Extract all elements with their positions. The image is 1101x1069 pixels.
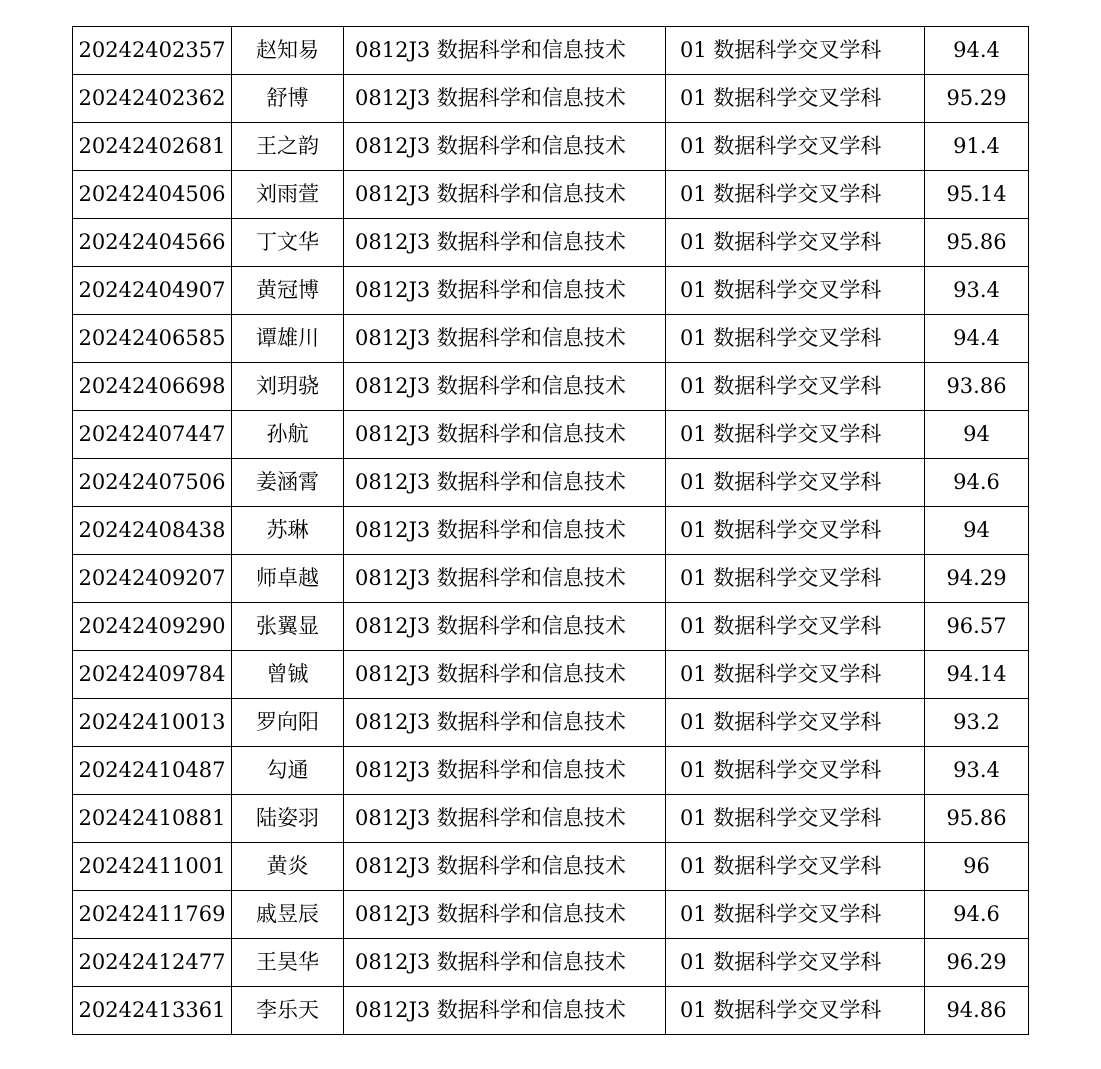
- table-row: [73, 987, 1029, 1035]
- cell-exam-id: 20242409784: [73, 651, 232, 699]
- table-row: [73, 267, 1029, 315]
- cell-exam-id: 20242406585: [73, 315, 232, 363]
- cell-score: 95.86: [925, 219, 1029, 267]
- cell-student-name: 丁文华: [232, 219, 344, 267]
- cell-research-direction: 01 数据科学交叉学科: [666, 555, 925, 603]
- cell-major: 0812J3 数据科学和信息技术: [344, 651, 666, 699]
- cell-score: 93.4: [925, 747, 1029, 795]
- cell-research-direction: 01 数据科学交叉学科: [666, 795, 925, 843]
- cell-major: 0812J3 数据科学和信息技术: [344, 747, 666, 795]
- cell-score: 93.86: [925, 363, 1029, 411]
- cell-exam-id: 20242411769: [73, 891, 232, 939]
- cell-major: 0812J3 数据科学和信息技术: [344, 939, 666, 987]
- cell-major: 0812J3 数据科学和信息技术: [344, 315, 666, 363]
- cell-research-direction: 01 数据科学交叉学科: [666, 267, 925, 315]
- cell-major: 0812J3 数据科学和信息技术: [344, 171, 666, 219]
- cell-score: 96.29: [925, 939, 1029, 987]
- cell-score: 94: [925, 411, 1029, 459]
- cell-student-name: 师卓越: [232, 555, 344, 603]
- cell-research-direction: 01 数据科学交叉学科: [666, 699, 925, 747]
- cell-major: 0812J3 数据科学和信息技术: [344, 75, 666, 123]
- cell-major: 0812J3 数据科学和信息技术: [344, 411, 666, 459]
- cell-exam-id: 20242412477: [73, 939, 232, 987]
- cell-score: 91.4: [925, 123, 1029, 171]
- table-row: [73, 459, 1029, 507]
- cell-score: 94.86: [925, 987, 1029, 1035]
- table-row: [73, 555, 1029, 603]
- cell-student-name: 黄炎: [232, 843, 344, 891]
- cell-research-direction: 01 数据科学交叉学科: [666, 315, 925, 363]
- cell-score: 96.57: [925, 603, 1029, 651]
- cell-exam-id: 20242406698: [73, 363, 232, 411]
- cell-research-direction: 01 数据科学交叉学科: [666, 411, 925, 459]
- cell-score: 94.14: [925, 651, 1029, 699]
- cell-research-direction: 01 数据科学交叉学科: [666, 459, 925, 507]
- cell-exam-id: 20242413361: [73, 987, 232, 1035]
- cell-research-direction: 01 数据科学交叉学科: [666, 363, 925, 411]
- table-row: [73, 651, 1029, 699]
- cell-exam-id: 20242404506: [73, 171, 232, 219]
- cell-score: 94: [925, 507, 1029, 555]
- cell-student-name: 李乐天: [232, 987, 344, 1035]
- cell-exam-id: 20242408438: [73, 507, 232, 555]
- cell-student-name: 刘玥骁: [232, 363, 344, 411]
- cell-exam-id: 20242409290: [73, 603, 232, 651]
- cell-major: 0812J3 数据科学和信息技术: [344, 267, 666, 315]
- table-row: [73, 171, 1029, 219]
- cell-student-name: 谭雄川: [232, 315, 344, 363]
- table-row: [73, 27, 1029, 75]
- table-row: [73, 603, 1029, 651]
- cell-student-name: 张翼显: [232, 603, 344, 651]
- table-row: [73, 219, 1029, 267]
- cell-score: 95.29: [925, 75, 1029, 123]
- admission-list-table-container: [72, 26, 1029, 1035]
- cell-student-name: 姜涵霄: [232, 459, 344, 507]
- cell-major: 0812J3 数据科学和信息技术: [344, 555, 666, 603]
- cell-score: 96: [925, 843, 1029, 891]
- cell-major: 0812J3 数据科学和信息技术: [344, 843, 666, 891]
- table-row: [73, 699, 1029, 747]
- cell-score: 93.4: [925, 267, 1029, 315]
- cell-major: 0812J3 数据科学和信息技术: [344, 891, 666, 939]
- cell-student-name: 刘雨萱: [232, 171, 344, 219]
- table-row: [73, 123, 1029, 171]
- cell-exam-id: 20242409207: [73, 555, 232, 603]
- cell-exam-id: 20242411001: [73, 843, 232, 891]
- cell-major: 0812J3 数据科学和信息技术: [344, 699, 666, 747]
- table-row: [73, 795, 1029, 843]
- cell-exam-id: 20242410881: [73, 795, 232, 843]
- cell-major: 0812J3 数据科学和信息技术: [344, 123, 666, 171]
- table-row: [73, 747, 1029, 795]
- cell-major: 0812J3 数据科学和信息技术: [344, 507, 666, 555]
- cell-research-direction: 01 数据科学交叉学科: [666, 891, 925, 939]
- cell-major: 0812J3 数据科学和信息技术: [344, 459, 666, 507]
- cell-exam-id: 20242410487: [73, 747, 232, 795]
- cell-score: 95.14: [925, 171, 1029, 219]
- cell-exam-id: 20242402681: [73, 123, 232, 171]
- cell-student-name: 王之韵: [232, 123, 344, 171]
- cell-student-name: 罗向阳: [232, 699, 344, 747]
- cell-major: 0812J3 数据科学和信息技术: [344, 603, 666, 651]
- cell-major: 0812J3 数据科学和信息技术: [344, 219, 666, 267]
- cell-score: 94.29: [925, 555, 1029, 603]
- cell-research-direction: 01 数据科学交叉学科: [666, 987, 925, 1035]
- table-row: [73, 411, 1029, 459]
- cell-exam-id: 20242404907: [73, 267, 232, 315]
- cell-research-direction: 01 数据科学交叉学科: [666, 939, 925, 987]
- cell-research-direction: 01 数据科学交叉学科: [666, 603, 925, 651]
- cell-exam-id: 20242404566: [73, 219, 232, 267]
- cell-major: 0812J3 数据科学和信息技术: [344, 363, 666, 411]
- table-row: [73, 891, 1029, 939]
- table-row: [73, 75, 1029, 123]
- cell-exam-id: 20242402362: [73, 75, 232, 123]
- cell-student-name: 王昊华: [232, 939, 344, 987]
- cell-student-name: 孙航: [232, 411, 344, 459]
- cell-research-direction: 01 数据科学交叉学科: [666, 507, 925, 555]
- cell-research-direction: 01 数据科学交叉学科: [666, 75, 925, 123]
- cell-student-name: 赵知易: [232, 27, 344, 75]
- cell-student-name: 曾铖: [232, 651, 344, 699]
- cell-student-name: 勾通: [232, 747, 344, 795]
- cell-student-name: 苏琳: [232, 507, 344, 555]
- cell-score: 94.4: [925, 27, 1029, 75]
- cell-student-name: 黄冠博: [232, 267, 344, 315]
- table-row: [73, 507, 1029, 555]
- cell-student-name: 戚昱辰: [232, 891, 344, 939]
- cell-exam-id: 20242407447: [73, 411, 232, 459]
- cell-score: 93.2: [925, 699, 1029, 747]
- cell-major: 0812J3 数据科学和信息技术: [344, 987, 666, 1035]
- cell-exam-id: 20242410013: [73, 699, 232, 747]
- cell-student-name: 舒博: [232, 75, 344, 123]
- cell-major: 0812J3 数据科学和信息技术: [344, 795, 666, 843]
- cell-exam-id: 20242407506: [73, 459, 232, 507]
- table-body: [73, 27, 1029, 1035]
- table-row: [73, 843, 1029, 891]
- cell-research-direction: 01 数据科学交叉学科: [666, 27, 925, 75]
- cell-student-name: 陆姿羽: [232, 795, 344, 843]
- cell-score: 94.6: [925, 459, 1029, 507]
- cell-research-direction: 01 数据科学交叉学科: [666, 651, 925, 699]
- cell-research-direction: 01 数据科学交叉学科: [666, 843, 925, 891]
- admission-list-table: [72, 26, 1029, 1035]
- cell-research-direction: 01 数据科学交叉学科: [666, 219, 925, 267]
- table-row: [73, 315, 1029, 363]
- table-row: [73, 363, 1029, 411]
- cell-research-direction: 01 数据科学交叉学科: [666, 747, 925, 795]
- cell-score: 95.86: [925, 795, 1029, 843]
- cell-score: 94.4: [925, 315, 1029, 363]
- table-row: [73, 939, 1029, 987]
- cell-research-direction: 01 数据科学交叉学科: [666, 123, 925, 171]
- cell-research-direction: 01 数据科学交叉学科: [666, 171, 925, 219]
- cell-score: 94.6: [925, 891, 1029, 939]
- cell-major: 0812J3 数据科学和信息技术: [344, 27, 666, 75]
- cell-exam-id: 20242402357: [73, 27, 232, 75]
